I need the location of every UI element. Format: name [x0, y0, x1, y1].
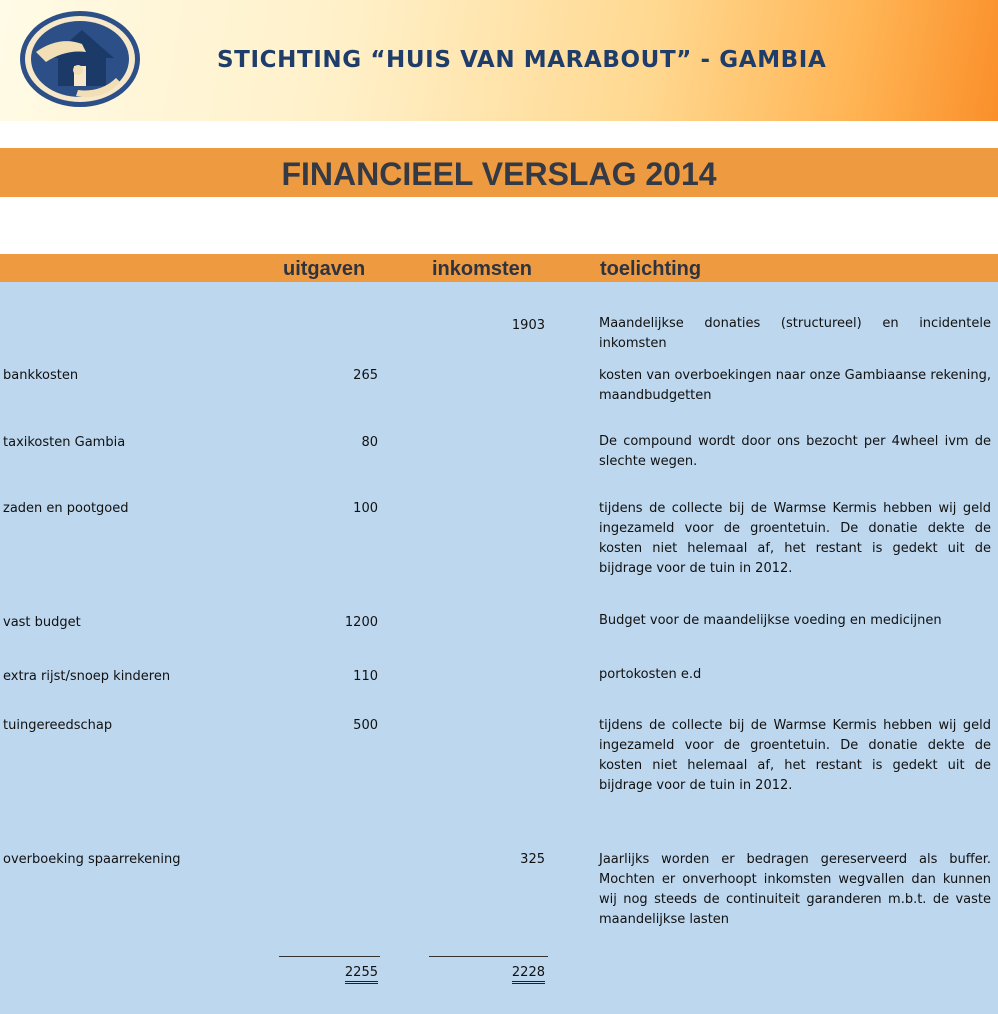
row-note: De compound wordt door ons bezocht per 4wheel ivm de slechte wegen.: [599, 434, 991, 469]
total-rule-expenses: [279, 956, 380, 957]
row-label: extra rijst/snoep kinderen: [3, 669, 171, 684]
row-note: Budget voor de maandelijkse voeding en medicijnen: [599, 613, 942, 628]
row-expense: 100: [353, 501, 378, 516]
row-label: taxikosten Gambia: [3, 435, 126, 450]
row-expense: 80: [361, 435, 378, 450]
row-expense: 265: [353, 368, 378, 383]
total-income-value: 2228: [512, 965, 545, 984]
row-note: tijdens de collecte bij de Warmse Kermis hebben wij geld ingezameld voor de groentetuin. De donatie dekte de kosten niet helemaal af, het restant is gedekt uit de bijdrage voor de tuin in 2012.: [599, 501, 991, 576]
column-header-expenses: uitgaven: [283, 258, 366, 280]
row-label: vast budget: [3, 615, 81, 630]
column-header-notes: toelichting: [600, 258, 702, 280]
total-income: [456, 964, 545, 982]
row-label: bankkosten: [3, 368, 79, 383]
row-label: zaden en pootgoed: [3, 501, 129, 516]
row-income: 1903: [511, 318, 545, 333]
report-title-bar: [0, 148, 998, 197]
page-header: [0, 0, 998, 121]
financial-table: [0, 282, 998, 1014]
total-expenses: [290, 964, 378, 982]
row-label: overboeking spaarrekening: [3, 852, 181, 867]
row-note: kosten van overboekingen naar onze Gambiaanse rekening, maandbudgetten: [599, 368, 991, 403]
total-rule-income: [429, 956, 548, 957]
row-note: tijdens de collecte bij de Warmse Kermis hebben wij geld ingezameld voor de groentetuin. De donatie dekte de kosten niet helemaal af, het restant is gedekt uit de bijdrage voor de tuin in 2012.: [599, 718, 991, 793]
total-expenses-value: 2255: [345, 965, 378, 984]
row-note: portokosten e.d: [599, 667, 702, 682]
organization-title: STICHTING “HUIS VAN MARABOUT” - GAMBIA: [217, 47, 827, 73]
row-note: Maandelijkse donaties (structureel) en incidentele inkomsten: [599, 316, 991, 351]
house-hand-logo-icon: [16, 8, 144, 110]
row-expense: 110: [353, 669, 378, 684]
row-income: 325: [520, 852, 545, 867]
row-note: Jaarlijks worden er bedragen gereserveerd als buffer. Mochten er onverhoopt inkomsten wegvallen dan kunnen wij nog steeds de continuiteit garanderen m.b.t. de vaste maandelijkse lasten: [599, 852, 991, 927]
column-header-income: inkomsten: [432, 258, 533, 280]
row-label: tuingereedschap: [3, 718, 113, 733]
report-title: FINANCIEEL VERSLAG 2014: [281, 156, 717, 192]
column-header-row: [0, 254, 998, 282]
row-expense: 1200: [344, 615, 378, 630]
row-expense: 500: [353, 718, 378, 733]
